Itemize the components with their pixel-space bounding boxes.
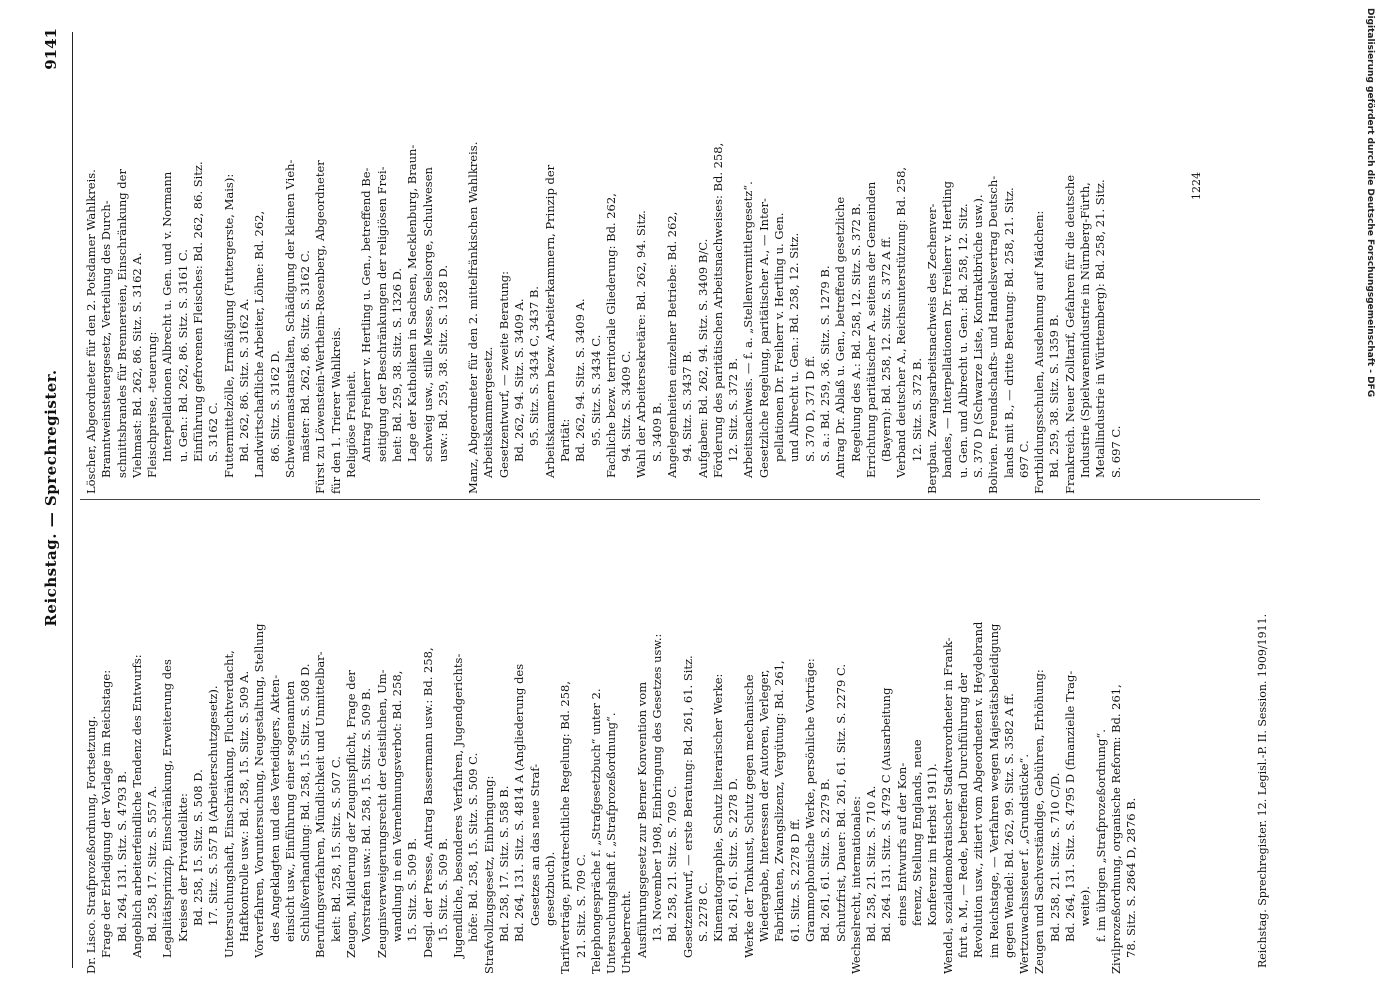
right-entry-line: Fortbildungsschulen, Ausdehnung auf Mädchen: [1032,210,1047,494]
left-entry-line: Werke der Tonkunst, Schutz gegen mechanische [741,674,756,958]
left-entry-line: Dr. Lisco. Strafprozeßordnung, Fortsetzung. [84,715,98,974]
right-entry-line: Religiöse Freiheit. [344,370,359,478]
right-entry-line: Angelegenheiten einzelner Betriebe: Bd. 262, [664,211,679,478]
right-entry-line: Bd. 262, 94. Sitz. S. 3409 A. [512,298,527,462]
right-entry-line: Arbeitsnachweis. — f. a. „Stellenvermittlergesetz“. [741,181,756,478]
left-entry-line: Konferenz im Herbst 1911). [925,763,940,926]
right-entry-line: S. 3162 C. [206,402,221,462]
right-entry-line: Löscher, Abgeordneter für den 2. Potsdamer Wahlkreis. [84,169,98,494]
left-entry-line: höfe: Bd. 258, 15. Sitz. S. 509 C. [466,752,481,942]
right-entry-line: Regelung des A.: Bd. 258, 12. Sitz. S. 372 B. [848,203,863,462]
page-number: 9141 [42,28,60,70]
right-entry-line: Verband deutscher A., Reichsunterstützung: Bd. 258, [894,166,909,478]
left-entry-line: Bd. 264, 131. Sitz. S. 4814 A (Angliederung des [512,663,527,942]
right-entry-line: lands mit B., — dritte Beratung: Bd. 258, 21. Sitz. [1001,187,1016,478]
right-entry-line: Bergbau. Zwangsarbeitsnachweis des Zechenver- [925,203,940,494]
left-entry-line: 78. Sitz. S. 2864 D, 2876 B. [1124,797,1139,958]
right-entry-line: Fachliche bezw. territoriale Gliederung: Bd. 262, [603,193,618,478]
right-entry-line: 95. Sitz. S. 3434 C, 3437 B. [527,286,542,446]
right-entry-line: für den 1. Trierer Wahlkreis. [328,326,343,494]
left-entry-line: Bd. 258, 17. Sitz. S. 557 A. [145,785,160,942]
right-entry-line: Bd. 262, 94. Sitz. S. 3409 A. [573,298,588,462]
left-column [84,504,1139,974]
right-entry-line: Manz, Abgeordneter für den 2. mittelfränkischen Wahlkreis. [466,141,481,494]
left-entry-line: Wertzuwachssteuer f. „Grundstücke“. [1017,753,1032,974]
right-entry-line: Bd. 262, 86. Sitz. S. 3162 A. [236,298,251,462]
right-entry-line: S. 3409 B. [649,402,664,462]
right-entry-line: Bd. 259, 38. Sitz. S. 1359 B. [1047,314,1062,478]
left-entry-line: Strafvollzugsgesetz, Einbringung: [481,775,496,974]
left-entry-line: Schlußverhandlung: Bd. 258, 15. Sitz. S. 508 D. [298,663,313,942]
left-entry-line: Vorstrafen usw.: Bd. 258, 15. Sitz. S. 509 B. [359,687,374,942]
right-entry-line: Frankreich. Neuer Zolltarif, Gefahren für die deutsche [1062,174,1077,494]
left-entry-line: Bd. 261, 61. Sitz. S. 2278 D. [726,777,741,942]
right-entry-line: u. Gen. und Albrecht u. Gen.: Bd. 258, 12. Sitz. [955,203,970,478]
right-entry-line: 86. Sitz. S. 3162 D. [267,350,282,462]
left-entry-line: Wiedergabe, Interessen der Autoren, Verleger, [757,669,772,942]
left-entry-line: Bd. 261, 61. Sitz. S. 2279 B. [818,778,833,942]
right-entry-line: schweig usw., stille Messe, Seelsorge, Schulwesen [420,167,435,462]
left-entry-line: Legalitätsprinzip, Einschränkung, Erweiterung des [160,659,175,958]
left-entry-line: Bd. 258, 17. Sitz. S. 558 B. [497,785,512,942]
left-entry-line: gegen Wendel: Bd. 262, 99. Sitz. S. 3582 A ff. [1001,693,1016,958]
right-entry-line: bandes, — Interpellationen Dr. Freiherr v. Hertling [940,180,955,478]
left-entry-line: Tarifverträge, privatrechtliche Regelung: Bd. 258, [558,680,573,974]
left-entry-line: 13. November 1908, Einbringung des Gesetzes usw.: [649,633,664,942]
left-entry-line: Zivilprozeßordnung, organische Reform: Bd. 261, [1108,684,1123,974]
right-entry-line: Errichtung paritätischer A. seitens der Gemeinden [863,181,878,478]
left-entry-line: Telephongespräche f. „Strafgesetzbuch“ unter 2. [588,688,603,974]
left-entry-line: Berufungsverfahren, Mündlichkeit und Unmittelbar- [313,651,328,958]
dfg-note-text: Digitalisierung gefördert durch die Deutsche Forschungsgemeinschaft - DFG [1365,8,1375,398]
left-entry-line: Revolution usw., zitiert vom Abgeordneten v. Heydebrand [971,621,986,958]
left-entry-line: Kreises der Privatdelikte: [175,793,190,942]
left-entry-line: Gesetzentwurf, — erste Beratung: Bd. 261, 61. Sitz. [680,655,695,958]
header-rule [72,32,73,968]
column-divider [80,499,1260,500]
right-entry-line: Parität: [557,418,572,462]
left-entry-line: f. im übrigen „Strafprozeßordnung“. [1093,729,1108,942]
right-entry-line: Arbeitskammergesetz. [481,346,496,478]
left-entry-line: Vorverfahren, Voruntersuchung, Neugestaltung, Stellung [252,623,267,958]
bottom-page-number: 1224 [1190,172,1203,200]
footer-line: Reichstag. Sprechregister. 12. Legisl.-P. II. Session. 1909/1911. [1256,613,1269,968]
right-entry-line: Förderung des paritätischen Arbeitsnachweises: Bd. 258, [710,142,725,478]
left-entry-line: Jugendliche, besonderes Verfahren, Jugendgerichts- [451,653,466,958]
right-entry-line: Metallindustrie in Württemberg): Bd. 258, 21. Sitz. [1093,179,1108,478]
right-entry-line: seitigung der Beschränkungen der religiösen Frei- [374,166,389,462]
dfg-margin-note [1363,8,1377,998]
left-entry-line: 17. Sitz. S. 557 B (Arbeiterschutzgesetz). [206,685,221,926]
left-entry-line: Schutzfrist, Dauer: Bd. 261, 61. Sitz. S. 2279 C. [833,663,848,942]
right-entry-line: (Bayern): Bd. 258, 12. Sitz. S. 372 A ff. [879,236,894,462]
right-entry-line: Futtermittelzölle, Ermäßigung (Futtergerste, Mais): [221,173,236,478]
right-entry-line: S. 370 D, 371 D ff. [802,355,817,462]
right-entry-line: usw.: Bd. 259, 38. Sitz. S. 1328 D. [435,264,450,462]
right-entry-line: Branntweinsteuergesetz, Verteilung des Durch- [99,200,114,478]
right-entry-line: 94. Sitz. S. 3409 C. [619,350,634,462]
right-entry-line: 12. Sitz. S. 372 B. [909,358,924,462]
left-entry-line: Wendel, sozialdemokratischer Stadtverordneter in Frank- [940,637,955,974]
left-entry-line: 61. Sitz. S. 2278 D ff. [787,818,802,942]
left-entry-line: Zeugnisverweigerungsrecht der Geistlichen, Um- [374,669,389,958]
left-entry-line: Bd. 264, 131. Sitz. S. 4793 B. [114,770,129,942]
left-entry-line: Frage der Erledigung der Vorlage im Reichstage: [99,669,114,958]
right-entry-line: Wahl der Arbeitersekretäre: Bd. 262, 94. Sitz. [634,210,649,478]
left-entry-line: Untersuchungshaft, Einschränkung, Fluchtverdacht, [221,650,236,958]
right-entry-line: Viehmast: Bd. 262, 86. Sitz. S. 3162 A. [129,252,144,478]
left-entry-line: keit: Bd. 258, 15. Sitz. S. 507 C. [328,756,343,942]
left-entry-line: Angeblich arbeiterfeindliche Tendenz des Entwurfs: [129,654,144,958]
left-entry-line: 21. Sitz. S. 709 C. [573,854,588,958]
right-entry-line: pellationen Dr. Freiherr v. Hertling u. Gen. [772,212,787,462]
right-entry-line: 12. Sitz. S. 372 B. [726,358,741,462]
running-head-title: Reichstag. — Sprechregister. [42,369,60,627]
right-entry-line: u. Gen.: Bd. 262, 86. Sitz. S. 3161 C. [175,249,190,462]
left-entry-line: eines Entwurfs auf der Kon- [894,762,909,926]
left-entry-line: Kinematographie, Schutz literarischer Werke: [711,673,726,942]
right-entry-line: S. 697 C. [1108,425,1123,478]
right-entry-line: Bolivien. Freundschafts- und Handelsvertrag Deutsch- [986,175,1001,494]
right-entry-line: Aufgaben: Bd. 262, 94. Sitz. S. 3409 B/C. [695,238,710,478]
right-entry-line: Einführung gefrorenen Fleisches: Bd. 262, 86. Sitz. [191,161,206,462]
left-entry-line: Haftkontrolle usw.: Bd. 258, 15. Sitz. S. 509 A. [236,670,251,942]
right-entry-line: und Albrecht u. Gen.: Bd. 258, 12. Sitz. [787,232,802,462]
right-entry-line: Fürst zu Löwenstein-Wertheim-Rosenberg, Abgeordneter [313,160,328,494]
left-entry-line: Urheberrecht. [619,890,634,974]
left-entry-line: Grammophonische Werke, persönliche Vorträge: [802,658,817,942]
left-entry-line: Wechselrecht, internationales: [848,795,863,974]
left-entry-line: Bd. 258, 21. Sitz. S. 710 A. [864,785,879,942]
right-entry-line: S. 370 D (Schwarze Liste, Kontraktbrüche usw.). [970,194,985,478]
right-entry-line: Industrie (Spielwarenindustrie in Nürnberg-Fürth, [1078,182,1092,478]
left-entry-line: Zeugen, Milderung der Zeugnispflicht, Frage der [344,670,359,958]
left-entry-line: Bd. 258, 21. Sitz. S. 709 C. [665,785,680,942]
left-entry-line: Bd. 258, 15. Sitz. S. 508 D. [191,769,206,926]
right-entry-line: Antrag Dr. Ablaß u. Gen., betreffend gesetzliche [833,196,848,478]
left-entry-line: furt a. M., — Rede, betreffend Durchführung der [955,673,970,958]
left-entry-line: ferenz, Stellung Englands, neue [910,739,925,926]
right-column [84,24,1124,494]
running-head [42,28,72,968]
left-entry-line: Gesetzes an das neue Straf- [527,763,542,926]
left-entry-line: des Angeklagten und des Verteidigers, Akten- [267,674,282,942]
right-entry-line: Gesetzentwurf, — zweite Beratung: [496,270,511,478]
right-entry-line [451,24,466,494]
left-entry-line: Fabrikanten, Zwangslizenz, Vergütung: Bd. 261, [772,660,787,942]
left-entry-line: Bd. 264, 131. Sitz. S. 4795 D (finanzielle Trag- [1063,670,1077,942]
left-entry-line: Bd. 264. 131. Sitz. S. 4792 C (Ausarbeitung [879,687,894,942]
right-entry-line: S. a.: Bd. 259, 36. Sitz. S. 1279 B. [817,265,832,462]
left-entry-line: wandlung in ein Vernehmungsverbot: Bd. 258, [389,670,404,942]
left-entry-line: S. 2278 C. [695,882,710,942]
right-entry-line: Fleischpreise, -teuerung: [145,331,160,478]
left-entry-line: Untersuchungshaft f. „Strafprozeßordnung“. [604,712,619,974]
right-entry-line: Arbeitskammern bezw. Arbeiterkammern, Prinzip der [542,164,557,478]
left-entry-line: Zeugen und Sachverständige, Gebühren, Erhöhung: [1032,669,1047,974]
right-entry-line: Landwirtschaftliche Arbeiter, Löhne: Bd. 262, [252,210,267,478]
right-entry-line: Gesetzliche Regelung, paritätischer A., — Inter- [756,198,771,478]
right-entry-line: Schweinemastanstalten, Schädigung der kleinen Vieh- [282,159,297,478]
right-entry-line: 94. Sitz. S. 3437 B. [680,350,695,462]
left-entry-line: Desgl. der Presse, Antrag Bassermann usw.: Bd. 258, [420,647,435,958]
left-entry-line: 15. Sitz. S. 509 B. [435,838,450,942]
left-entry-line: Ausführungsgesetz zur Berner Konvention vom [634,681,649,958]
right-entry-line: Interpellationen Albrecht u. Gen. und v. Normann [160,171,175,462]
left-entry-line: 15. Sitz. S. 509 B. [405,838,420,942]
left-entry-line: weite). [1078,886,1093,926]
right-entry-line: Antrag Freiherr v. Hertling u. Gen., betreffend Be- [359,167,374,462]
left-entry-line: Bd. 258, 21. Sitz. S. 710 C/D. [1047,772,1062,942]
left-entry-line: im Reichstage, — Verfahren wegen Majestätsbeleidigung [986,623,1001,958]
left-entry-line: gesetzbuch). [542,851,557,926]
right-entry-line: 697 C. [1016,440,1031,478]
right-entry-line: mäster: Bd. 262, 86. Sitz. S. 3162 C. [298,250,313,462]
left-entry-line: einsicht usw., Einführung einer sogenannten [282,681,297,942]
right-entry-line: schnittsbrandes für Brennereien, Einschränkung der [114,169,129,478]
right-entry-line: Lage der Katholiken in Sachsen, Mecklenburg, Braun- [405,144,420,462]
right-entry-line: 95. Sitz. S. 3434 C. [588,334,603,446]
right-entry-line: heit: Bd. 259, 38. Sitz. S. 1326 D. [389,267,404,462]
